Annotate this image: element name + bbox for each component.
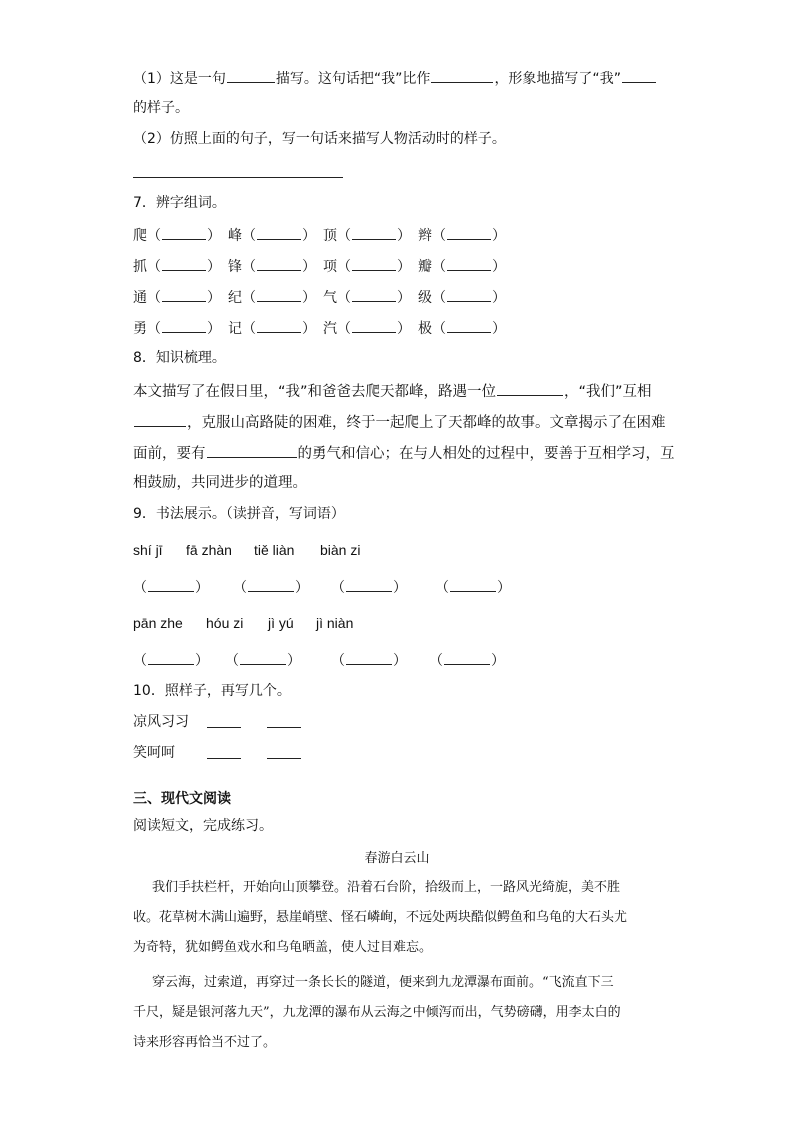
q7-blank[interactable] (352, 256, 396, 271)
q8-line4: 相鼓励，共同进步的道理。 (133, 475, 307, 491)
q9-pinyin: jì yú (268, 615, 294, 631)
passage-line: 收。花草树木满山遍野，悬崖峭壁、怪石嶙峋，不远处两块酷似鳄鱼和乌龟的大石头尤 (133, 910, 628, 925)
q6-blank-1[interactable] (227, 68, 275, 83)
q9-pinyin: hóu zi (206, 615, 244, 631)
q9-pinyin: jì niàn (316, 615, 354, 631)
q7-char: 级 (418, 290, 432, 306)
passage-line: 千尺，疑是银河落九天”，九龙潭的瀑布从云海之中倾泻而出，气势磅礴，用李太白的 (133, 1005, 621, 1020)
q7-char: 极 (418, 321, 432, 337)
q7-char: 项 (323, 259, 337, 275)
q6-answer-line[interactable] (133, 177, 343, 178)
q8-text-1b: ，“我们”互相 (564, 384, 652, 400)
q10-blank[interactable] (267, 758, 301, 759)
q7-blank[interactable] (257, 287, 301, 302)
q10-example-1: 凉风习习 (133, 714, 189, 730)
q9-pinyin: tiě liàn (254, 542, 295, 558)
q7-blank[interactable] (352, 287, 396, 302)
q8-title: 8．知识梳理。 (133, 350, 226, 366)
q9-pinyin: biàn zi (320, 542, 361, 558)
passage-title: 春游白云山 (364, 851, 430, 866)
q7-char: 爬 (133, 228, 147, 244)
q10-blank[interactable] (267, 727, 301, 728)
q8-line2 (133, 412, 666, 432)
q8-blank-3[interactable] (207, 443, 297, 458)
q9-blank[interactable] (248, 577, 294, 592)
q8-line1 (133, 381, 652, 401)
q7-blank[interactable] (257, 256, 301, 271)
q9-pinyin: shí jī (133, 542, 163, 558)
q8-text-1a: 本文描写了在假日里，“我”和爸爸去爬天都峰，路遇一位 (133, 384, 497, 400)
q7-blank[interactable] (447, 318, 491, 333)
q6-text-a: （1）这是一句 (133, 71, 226, 87)
q7-char: 纪 (228, 290, 242, 306)
passage-line: 诗来形容再恰当不过了。 (133, 1035, 277, 1050)
q9-blank[interactable] (450, 577, 496, 592)
q7-title: 7．辨字组词。 (133, 195, 226, 211)
q10-blank[interactable] (207, 727, 241, 728)
q7-blank[interactable] (257, 318, 301, 333)
q7-blank[interactable] (352, 225, 396, 240)
q8-text-3b: 的勇气和信心；在与人相处的过程中，要善于互相学习，互 (297, 446, 675, 462)
q7-blank[interactable] (447, 225, 491, 240)
q7-char: 汽 (323, 321, 337, 337)
q7-char: 通 (133, 290, 147, 306)
q9-blank[interactable] (148, 577, 194, 592)
q7-blank[interactable] (162, 225, 206, 240)
q7-char: 瓣 (418, 259, 432, 275)
q7-char: 峰 (228, 228, 242, 244)
q6-text-d: 的样子。 (133, 100, 189, 116)
passage-line: 为奇特，犹如鳄鱼戏水和乌龟晒盖，使人过目难忘。 (133, 940, 433, 955)
q7-char: 勇 (133, 321, 147, 337)
q9-pinyin: pān zhe (133, 615, 183, 631)
q10-title: 10．照样子，再写几个。 (133, 683, 291, 699)
q9-pinyin: fā zhàn (186, 542, 232, 558)
q8-text-3a: 面前，要有 (133, 446, 206, 462)
q7-char: 记 (228, 321, 242, 337)
passage-line: 我们手扶栏杆，开始向山顶攀登。沿着石台阶，拾级而上，一路风光绮旎，美不胜 (152, 880, 621, 895)
q8-blank-1[interactable] (497, 381, 563, 396)
q6-blank-2[interactable] (431, 68, 493, 83)
q9-blank[interactable] (346, 650, 392, 665)
q9-blank[interactable] (444, 650, 490, 665)
q7-blank[interactable] (352, 318, 396, 333)
q6-text-c: ，形象地描写了“我” (494, 71, 621, 87)
q10-blank[interactable] (207, 758, 241, 759)
q7-char: 辫 (418, 228, 432, 244)
q7-char: 抓 (133, 259, 147, 275)
q6-text-b: 描写。这句话把“我”比作 (275, 71, 431, 87)
q9-blank[interactable] (346, 577, 392, 592)
q8-line3 (133, 443, 675, 463)
q9-blank[interactable] (240, 650, 286, 665)
q9-title: 9．书法展示。（读拼音，写词语） (133, 506, 345, 522)
q7-blank[interactable] (162, 287, 206, 302)
q7-blank[interactable] (257, 225, 301, 240)
passage-line: 穿云海，过索道，再穿过一条长长的隧道，便来到九龙潭瀑布面前。“飞流直下三 (152, 975, 614, 990)
q7-blank[interactable] (162, 318, 206, 333)
q7-char: 锋 (228, 259, 242, 275)
q10-example-2: 笑呵呵 (133, 745, 175, 761)
q7-blank[interactable] (447, 256, 491, 271)
q7-blank[interactable] (162, 256, 206, 271)
q7-char: 顶 (323, 228, 337, 244)
q7-blank[interactable] (447, 287, 491, 302)
q8-text-2: ，克服山高路陡的困难，终于一起爬上了天都峰的故事。文章揭示了在困难 (187, 415, 666, 431)
q9-blank[interactable] (148, 650, 194, 665)
q8-blank-2[interactable] (134, 412, 186, 427)
section3-instruction: 阅读短文，完成练习。 (133, 818, 273, 834)
section3-heading: 三、现代文阅读 (133, 791, 231, 807)
q6-line1 (133, 68, 657, 88)
q6-part2: （2）仿照上面的句子，写一句话来描写人物活动时的样子。 (133, 131, 506, 147)
q6-blank-3[interactable] (622, 68, 656, 83)
q7-char: 气 (323, 290, 337, 306)
